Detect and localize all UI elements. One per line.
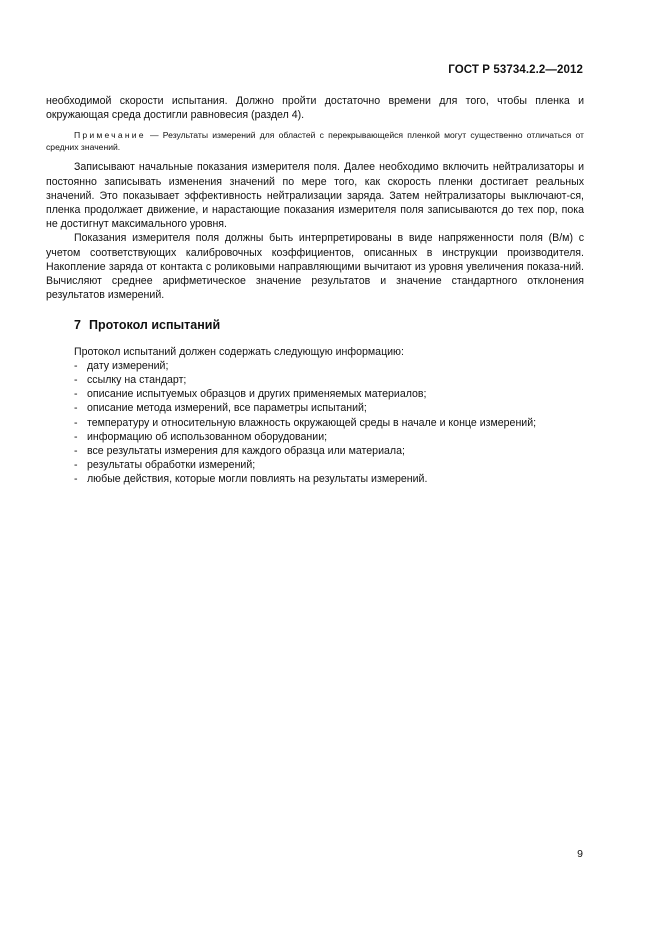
list-item	[74, 444, 584, 458]
note	[46, 129, 584, 153]
document-header: ГОСТ Р 53734.2.2—2012	[448, 64, 583, 76]
list-item	[74, 373, 584, 387]
list-item	[74, 472, 584, 486]
page-number: 9	[577, 848, 583, 860]
list-item-text: температуру и относительную влажность окружающей среды в начале и конце измерений;	[87, 416, 537, 429]
list-item-text: ссылку на стандарт;	[87, 374, 187, 387]
section-number: 7	[74, 318, 81, 333]
list-item-text: описание метода измерений, все параметры испытаний;	[87, 402, 367, 415]
list-dash: -	[74, 388, 78, 401]
list-dash: -	[74, 402, 78, 415]
list-dash: -	[74, 374, 78, 387]
note-text: — Результаты измерений для областей с перекрывающейся пленкой могут существенно отличаться от средних значений.	[46, 130, 584, 153]
paragraph-interpretation: Показания измерителя поля должны быть интерпретированы в виде напряженности поля (В/м) с учетом соответствующих калибровочных коэффициентов, описанных в инструкции производителя. Накопление заряда от контакта с роликовыми направляющими вычитают из уровня увеличения показа-ний. Вычисляют среднее арифметическое значение результатов и значение стандартного отклонения результатов измерений.	[46, 232, 584, 302]
list-item-text: описание испытуемых образцов и других применяемых материалов;	[87, 388, 427, 401]
note-label: Примечание	[74, 130, 146, 141]
list-item	[74, 401, 584, 415]
list-item	[74, 458, 584, 472]
list-item-text: результаты обработки измерений;	[87, 459, 256, 472]
list-item-text: любые действия, которые могли повлиять на результаты измерений.	[87, 473, 428, 486]
list-item-text: информацию об использованном оборудовании;	[87, 430, 328, 443]
list-item-text: все результаты измерения для каждого образца или материала;	[87, 445, 405, 458]
list-dash: -	[74, 416, 78, 429]
section-intro: Протокол испытаний должен содержать следующую информацию:	[74, 345, 404, 358]
list-dash: -	[74, 430, 78, 443]
list-dash: -	[74, 473, 78, 486]
paragraph-field-meter-readings: Записывают начальные показания измерителя поля. Далее необходимо включить нейтрализаторы и постоянно записывать изменения значений по мере того, как скорость пленки достигает реальных значений. Это показывает эффективность нейтрализации заряда. Затем нейтрализаторы выключают-ся, пленка продолжает движение, и нарастающие показания измерителя поля записываются до тех пор, пока не достигнут максимального уровня.	[46, 161, 584, 231]
paragraph-continuation: необходимой скорости испытания. Должно пройти достаточно времени для того, чтобы пленка и окружающая среда достигли равновесия (раздел 4).	[46, 95, 584, 122]
list-item	[74, 430, 584, 444]
section-heading	[74, 318, 584, 332]
list-dash: -	[74, 459, 78, 472]
list-item	[74, 416, 584, 430]
list-item	[74, 359, 584, 373]
list-item	[74, 387, 584, 401]
document-body	[46, 94, 584, 487]
list-dash: -	[74, 445, 78, 458]
list-dash: -	[74, 359, 78, 372]
section-title: Протокол испытаний	[88, 318, 221, 333]
list-item-text: дату измерений;	[87, 359, 169, 372]
report-contents-list	[46, 359, 584, 487]
